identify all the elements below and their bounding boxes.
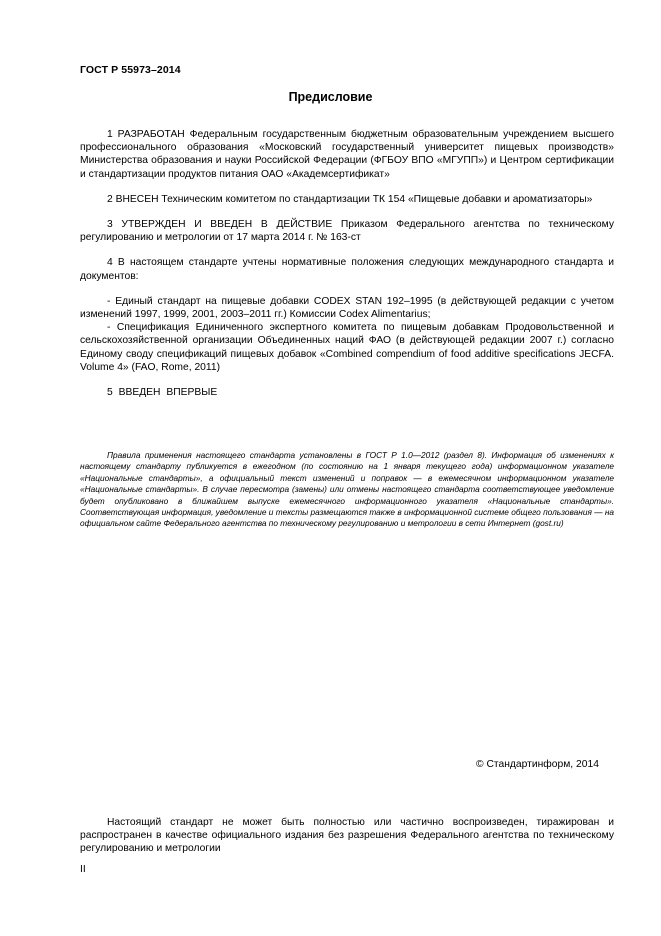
foreword-body (80, 128, 614, 399)
standard-code: ГОСТ Р 55973–2014 (80, 64, 181, 76)
section-3: 3 УТВЕРЖДЕН И ВВЕДЕН В ДЕЙСТВИЕ Приказом Федерального агентства по техническому регулированию и метрологии от 17 марта 2014 г. № 163-ст (80, 219, 614, 244)
section-2: 2 ВНЕСЕН Техническим комитетом по стандартизации ТК 154 «Пищевые добавки и ароматизаторы» (107, 193, 593, 205)
page-title: Предисловие (288, 90, 373, 104)
section-4-item-1: - Единый стандарт на пищевые добавки CODEX STAN 192–1995 (в действующей редакции с учетом изменений 1997, 1999, 2001, 2003–2011 гг.) Комиссии Codex Alimentarius; (80, 295, 614, 321)
section-1: 1 РАЗРАБОТАН Федеральным государственным бюджетным образовательным учреждением высшего профессионального образования «Московский государственный университет пищевых производств» Министерства образования и науки Российской Федерации (ФГБОУ ВПО «МГУПП») и Центром сертификации и стандартизации продуктов питания ОАО «Академсертификат» (80, 129, 614, 180)
rules-notice-text: Правила применения настоящего стандарта установлены в ГОСТ Р 1.0—2012 (раздел 8). Информация об изменениях к настоящему стандарту публикуется в ежегодном (по состоянию на 1 января текущего года) информационном указателе «Национальные стандарты», а официальный текст изменений и поправок — в ежемесячном информационном указателе «Национальные стандарты». В случае пересмотра (замены) или отмены настоящего стандарта соответствующее уведомление будет опубликовано в ближайшем выпуске ежемесячного информационного указателя «Национальные стандарты». Соответствующая информация, уведомление и тексты размещаются также в информационной системе общего пользования — на официальном сайте Федерального агентства по техническому регулированию и метрологии в сети Интернет (gost.ru) (80, 450, 614, 529)
copyright-line: © Стандартинформ, 2014 (476, 759, 599, 770)
reproduction-notice (80, 816, 614, 856)
rules-notice (80, 450, 614, 530)
section-4: 4 В настоящем стандарте учтены нормативные положения следующих международного стандарта и документов: (80, 257, 614, 282)
reproduction-notice-text: Настоящий стандарт не может быть полностью или частично воспроизведен, тиражирован и распространен в качестве официального издания без разрешения Федерального агентства по техническому регулированию и метрологии (80, 817, 614, 855)
section-5: 5 ВВЕДЕН ВПЕРВЫЕ (107, 387, 218, 399)
section-4-item-2: - Спецификация Единиченного экспертного комитета по пищевым добавкам Продовольственной и сельскохозяйственной организации Объединенных наций ФАО (в действующей редакции 2007 г.) согласно Единому своду спецификаций пищевых добавок «Combined compendium of food additive specifications JECFA. Volume 4» (FAO, Rome, 2011) (80, 322, 614, 373)
page-number: II (80, 864, 86, 875)
